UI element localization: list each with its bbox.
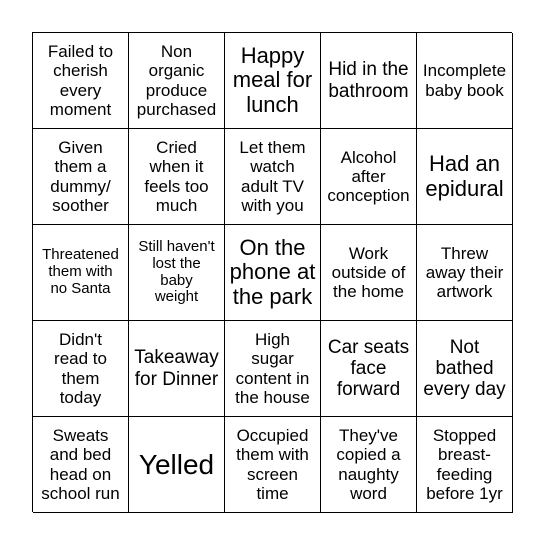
bingo-cell-text: Stopped breast- feeding before 1yr	[426, 426, 503, 503]
bingo-cell-r4c3[interactable]	[225, 321, 321, 417]
bingo-cell-r3c3[interactable]	[225, 225, 321, 321]
bingo-cell-r2c2[interactable]	[129, 129, 225, 225]
bingo-cell-r5c2[interactable]	[129, 417, 225, 513]
bingo-cell-text: High sugar content in the house	[235, 330, 310, 407]
bingo-cell-r1c2[interactable]	[129, 33, 225, 129]
bingo-cell-r4c2[interactable]	[129, 321, 225, 417]
bingo-cell-text: They've copied a naughty word	[336, 426, 401, 503]
bingo-cell-r2c4[interactable]	[321, 129, 417, 225]
bingo-cell-r5c4[interactable]	[321, 417, 417, 513]
bingo-cell-text: Let them watch adult TV with you	[239, 138, 306, 215]
bingo-cell-r1c5[interactable]	[417, 33, 513, 129]
bingo-cell-text: Had an epidural	[425, 150, 504, 201]
bingo-cell-text: Cried when it feels too much	[144, 138, 209, 215]
bingo-cell-r4c4[interactable]	[321, 321, 417, 417]
bingo-cell-text: On the phone at the park	[229, 234, 316, 309]
bingo-cell-text: Threatened them with no Santa	[42, 246, 119, 297]
bingo-cell-text: Hid in the bathroom	[328, 59, 409, 102]
bingo-cell-r5c5[interactable]	[417, 417, 513, 513]
bingo-cell-r5c1[interactable]	[33, 417, 129, 513]
bingo-cell-text: Didn't read to them today	[54, 330, 107, 407]
bingo-cell-r1c4[interactable]	[321, 33, 417, 129]
bingo-cell-r3c2[interactable]	[129, 225, 225, 321]
bingo-cell-text: Occupied them with screen time	[236, 426, 309, 503]
bingo-cell-r3c1[interactable]	[33, 225, 129, 321]
bingo-cell-text: Failed to cherish every moment	[47, 42, 114, 119]
bingo-cell-text: Alcohol after conception	[327, 147, 410, 206]
bingo-cell-text: Threw away their artwork	[425, 243, 504, 302]
bingo-cell-text: Work outside of the home	[331, 243, 406, 302]
bingo-cell-text: Sweats and bed head on school run	[41, 426, 120, 503]
bingo-cell-text: Non organic produce purchased	[136, 42, 217, 119]
bingo-cell-r4c1[interactable]	[33, 321, 129, 417]
bingo-cell-text: Still haven't lost the baby weight	[138, 237, 215, 306]
bingo-cell-r5c3[interactable]	[225, 417, 321, 513]
bingo-cell-r2c3[interactable]	[225, 129, 321, 225]
bingo-cell-text: Yelled	[138, 448, 215, 480]
bingo-cell-r4c5[interactable]	[417, 321, 513, 417]
bingo-cell-r3c5[interactable]	[417, 225, 513, 321]
bingo-cell-r1c3[interactable]	[225, 33, 321, 129]
bingo-card	[32, 32, 512, 512]
bingo-cell-text: Not bathed every day	[423, 336, 506, 401]
bingo-cell-text: Given them a dummy/ soother	[50, 138, 111, 215]
bingo-cell-r2c1[interactable]	[33, 129, 129, 225]
bingo-cell-text: Takeaway for Dinner	[134, 347, 219, 390]
bingo-cell-text: Car seats face forward	[327, 336, 410, 401]
bingo-cell-text: Happy meal for lunch	[232, 42, 313, 117]
bingo-cell-r3c4[interactable]	[321, 225, 417, 321]
bingo-cell-text: Incomplete baby book	[422, 61, 507, 100]
bingo-cell-r2c5[interactable]	[417, 129, 513, 225]
bingo-cell-r1c1[interactable]	[33, 33, 129, 129]
